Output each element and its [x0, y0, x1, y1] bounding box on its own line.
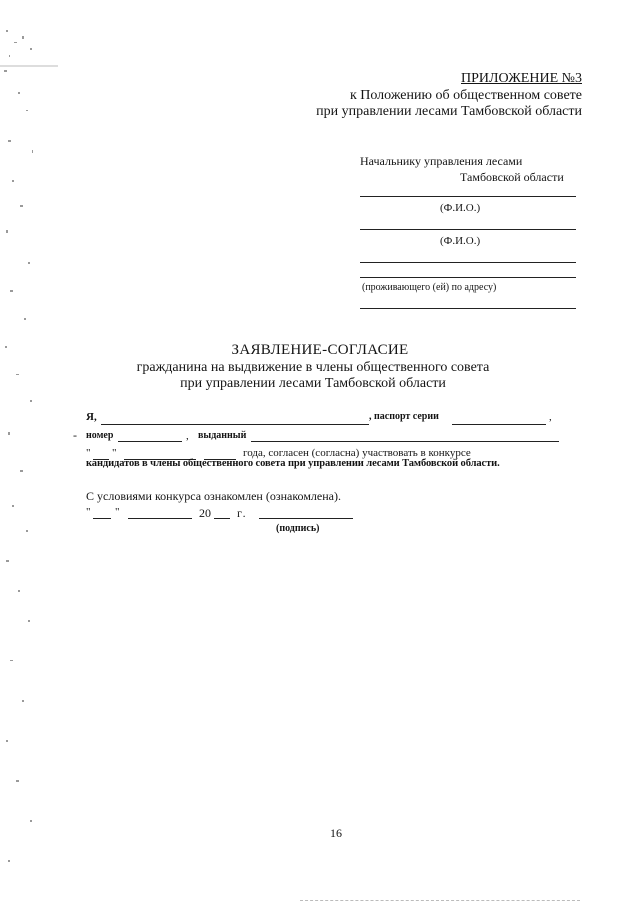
comma-end: , — [549, 411, 552, 423]
sign-year-field[interactable] — [214, 518, 230, 519]
addressee-rule-3[interactable] — [360, 262, 576, 263]
issued-by-field[interactable] — [251, 441, 559, 442]
comma-after-number: , — [186, 430, 189, 442]
sign-day-field[interactable] — [93, 518, 111, 519]
number-label: номер — [86, 430, 114, 441]
margin-dash: - — [73, 428, 77, 442]
fio-label-2: (Ф.И.О.) — [440, 235, 481, 247]
date-quote-close: " — [112, 447, 117, 459]
addressee-line-2: Тамбовской области — [460, 170, 564, 184]
sign-quote-open: " — [86, 506, 91, 518]
signature-label: (подпись) — [276, 523, 320, 534]
addressee-rule-2[interactable] — [360, 229, 576, 230]
candidates-text: кандидатов в члены общественного совета при управлении лесами Тамбовской области. — [86, 458, 500, 469]
sign-quote-close: " — [115, 506, 120, 518]
body-ya: Я, — [86, 411, 97, 423]
fio-label-1: (Ф.И.О.) — [440, 202, 481, 214]
addressee-line-1: Начальнику управления лесами — [360, 154, 523, 168]
page-number: 16 — [330, 826, 342, 840]
addressee-rule-5[interactable] — [360, 308, 576, 309]
sign-year-prefix: 20 — [199, 506, 211, 520]
document-title: ЗАЯВЛЕНИЕ-СОГЛАСИЕ — [231, 342, 409, 358]
signature-field[interactable] — [259, 518, 353, 519]
address-label: (проживающего (ей) по адресу) — [362, 282, 497, 293]
scan-edge-bottom — [300, 900, 580, 901]
name-field[interactable] — [101, 424, 369, 425]
scan-noise — [0, 0, 60, 905]
issued-by-label: выданный — [198, 430, 247, 441]
conditions-text: С условиями конкурса ознакомлен (ознакомлена). — [86, 489, 341, 503]
addressee-rule-1[interactable] — [360, 196, 576, 197]
appendix-title: ПРИЛОЖЕНИЕ №3 — [461, 71, 582, 86]
document-subtitle-2: при управлении лесами Тамбовской области — [180, 376, 446, 391]
date-quote-open: " — [86, 447, 91, 459]
sign-month-field[interactable] — [128, 518, 192, 519]
appendix-subtitle-1: к Положению об общественном совете — [349, 88, 582, 103]
passport-number-field[interactable] — [118, 441, 182, 442]
passport-series-field[interactable] — [452, 424, 546, 425]
sign-year-suffix: г. — [237, 506, 248, 520]
consent-text: года, согласен (согласна) участвовать в конкурсе — [243, 447, 471, 459]
document-subtitle-1: гражданина на выдвижение в члены общественного совета — [136, 360, 490, 375]
appendix-subtitle-2: при управлении лесами Тамбовской области — [316, 104, 582, 119]
addressee-rule-4[interactable] — [360, 277, 576, 278]
passport-series-label: , паспорт серии — [369, 411, 439, 422]
